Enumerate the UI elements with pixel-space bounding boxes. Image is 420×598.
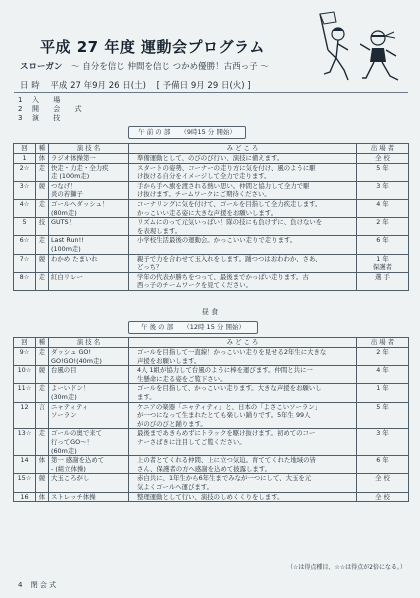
program-number: 6☆ (14, 236, 36, 254)
event-highlight (129, 163, 357, 181)
event-highlight (129, 236, 357, 254)
program-row (14, 348, 409, 366)
participants-line: 選 手 (375, 272, 390, 281)
event-highlight-line: 親子で力を合わせて玉入れをします。踊つつはおわわか、さあ、 (137, 254, 322, 263)
event-highlight-line: さん、保護者の方へ感謝を込めて披露します。 (137, 464, 272, 473)
event-name (49, 272, 129, 290)
event-highlight-line: どっち？ (137, 263, 163, 272)
participants-line: 6 年 (376, 236, 389, 245)
event-name-line: ラジオ体操第一 (51, 154, 96, 162)
event-highlight (129, 199, 357, 217)
morning-program-table (13, 143, 409, 291)
event-name (49, 402, 129, 429)
event-name-line: 第一 感謝を込めて (51, 456, 105, 465)
event-highlight (129, 456, 357, 474)
date-line (20, 79, 259, 91)
event-type: 走 (36, 163, 49, 181)
participants (357, 218, 409, 236)
event-highlight-line: がのびのびと踊ります。 (137, 419, 207, 428)
event-name-line: - (組立体操) (51, 464, 86, 473)
participants-line: 1 年 (376, 254, 389, 263)
program-row (14, 236, 409, 254)
participants (357, 348, 409, 366)
participants (357, 254, 409, 272)
date-label: 日 時 (20, 81, 40, 91)
event-name-line: わかめ たまいれ (51, 254, 98, 263)
event-highlight-line: 手から手へ旗を渡される熱い思い。仲間と協力して全力で駆 (137, 181, 310, 190)
event-type: 体 (36, 154, 49, 164)
participants-line: 全 校 (375, 154, 390, 162)
column-header: み ど こ ろ (129, 144, 357, 154)
closing-ceremony: 4 閉 会 式 (18, 581, 57, 589)
event-highlight (129, 384, 357, 402)
event-highlight-line: ケニアの楽器「ニャティティ」と、日本の「よさこいソーラン」 (137, 402, 322, 411)
participants (357, 236, 409, 254)
event-highlight-line: ます。 (137, 392, 156, 401)
participants-line: 4 年 (376, 366, 389, 375)
event-highlight (129, 254, 357, 272)
event-name (49, 181, 129, 199)
event-highlight-line: 赤白共に、1年生から6年生までみなが一つにして、大玉を元 (137, 474, 312, 483)
event-highlight-line: 整理運動として行い、演技のしめくくりをします。 (137, 492, 284, 501)
event-name-line: ゴールへダッシュ！ (51, 199, 109, 208)
slogan-label: スローガン (20, 62, 63, 72)
program-row (14, 456, 409, 474)
program-row (14, 384, 409, 402)
event-highlight (129, 429, 357, 456)
program-number: 13☆ (14, 429, 36, 456)
event-name-line: ストレッチ体操 (51, 492, 96, 501)
event-highlight-line: 西っ子のチームワークを見てください。 (137, 281, 253, 290)
program-number: 8☆ (14, 272, 36, 290)
participants-line: 2 年 (376, 218, 389, 227)
page-title: 平成 27 年度 運動会プログラム (40, 38, 265, 56)
event-name (49, 348, 129, 366)
participants (357, 384, 409, 402)
program-row (14, 254, 409, 272)
event-highlight-line: ナーさばきに注目してご覧ください。 (137, 437, 246, 446)
participants (357, 272, 409, 290)
participants (357, 492, 409, 502)
program-row (14, 474, 409, 492)
event-name-line: (60m走) (51, 446, 77, 455)
program-row (14, 366, 409, 384)
event-name-line: GO!GO!(40m走) (51, 356, 102, 365)
participants (357, 429, 409, 456)
event-name (49, 492, 129, 502)
event-type: 走 (36, 429, 49, 456)
event-highlight-line: ゴールを目指して、かっこいい走ります。大きな声援をお願いし (137, 384, 322, 393)
event-highlight-line: スタートの姿勢、コーナーの走り方に気を付け、風のように駆 (137, 163, 316, 172)
program-number: 4☆ (14, 199, 36, 217)
event-name-line: 紅白リレー (51, 272, 83, 281)
event-type: 走 (36, 272, 49, 290)
morning-session-heading: 午 前 の 部 （9時15 分 開始） (128, 126, 246, 139)
participants-line: 5 年 (376, 163, 389, 172)
column-header: 回 (14, 338, 36, 348)
event-name (49, 384, 129, 402)
program-row (14, 272, 409, 290)
event-name (49, 218, 129, 236)
program-row (14, 163, 409, 181)
event-type: 走 (36, 199, 49, 217)
event-highlight-line: を表現します。 (137, 226, 182, 235)
event-name-line: 走 (100m走) (51, 172, 90, 181)
header-divider (14, 92, 408, 93)
participants-line: 全 校 (375, 474, 390, 483)
participants (357, 199, 409, 217)
event-date: 平成 27 年9月 26 日(土) (50, 81, 146, 91)
event-highlight-line: かっこいい走る姿に大きな声援をお願いします。 (137, 208, 278, 217)
column-header: 回 (14, 144, 36, 154)
column-header: 演 技 名 (49, 144, 129, 154)
backup-date: [ 予備日 9月 29 日(火) ] (156, 81, 251, 91)
event-highlight (129, 348, 357, 366)
lunch-break: 昼 食 (201, 308, 219, 316)
event-name (49, 254, 129, 272)
participants (357, 154, 409, 164)
participants-line: 5 年 (376, 402, 389, 411)
event-type: 走 (36, 384, 49, 402)
program-row (14, 199, 409, 217)
program-number: 12 (14, 402, 36, 429)
event-name (49, 236, 129, 254)
event-highlight-line: け抜けます。チームワークにご期待ください。 (137, 190, 271, 199)
event-name-line: 快走・力走・全力疾 (51, 163, 109, 172)
event-name (49, 154, 129, 164)
opening-item: 3 演 技 (18, 114, 67, 122)
slogan-text: ～ 自分を信じ 仲間を信じ つかめ優勝！古西っ子 ～ (71, 62, 269, 72)
table-header-row (14, 144, 409, 154)
event-type: 体 (36, 456, 49, 474)
participants (357, 402, 409, 429)
event-type: 競 (36, 254, 49, 272)
event-highlight-line: 気よくゴールへ運びます。 (137, 482, 214, 491)
event-name-line: 大玉ころがし (51, 474, 90, 483)
event-highlight-line: 準備運動として、のびのび行い、演技に備えます。 (137, 154, 284, 162)
event-name-line: (30m走) (51, 392, 77, 401)
participants-line: 3 年 (376, 429, 389, 438)
event-name-line: つなげ！ (51, 181, 77, 190)
event-highlight (129, 474, 357, 492)
opening-item: 2 開 会 式 (18, 105, 88, 113)
program-number: 14 (14, 456, 36, 474)
event-highlight (129, 366, 357, 384)
event-type: 競 (36, 181, 49, 199)
event-highlight-line: 上の者とてくれる仲間、上に立つ気迫。育ててくれた地域の皆 (137, 456, 316, 465)
runner-with-flag-icon (318, 10, 352, 88)
event-type: 競 (36, 366, 49, 384)
event-highlight-line: 生懸命に走る姿をご覧下さい。 (137, 374, 227, 383)
event-name (49, 429, 129, 456)
table-header-row (14, 338, 409, 348)
event-name-line: ダッシュ GO! (51, 348, 92, 356)
program-number: 10☆ (14, 366, 36, 384)
participants-line: 全 校 (375, 492, 390, 501)
event-highlight-line: 最後まであきらめずにトラックを駆け抜けます。初めてのコー (137, 429, 316, 438)
event-highlight (129, 181, 357, 199)
event-highlight-line: 4人 1組が協力して台風のように棒を運びます。仲間と共に一 (137, 366, 313, 375)
column-header: 種 (36, 338, 49, 348)
participants-line: 3 年 (376, 181, 389, 190)
event-type: 体 (36, 492, 49, 502)
event-highlight (129, 154, 357, 164)
program-number: 3☆ (14, 181, 36, 199)
program-number: 5 (14, 218, 36, 236)
program-row (14, 492, 409, 502)
event-name-line: GUTS！ (51, 218, 75, 227)
event-type: 言 (36, 402, 49, 429)
participants-line: 1 年 (376, 384, 389, 393)
event-name-line: Last Run!! (51, 236, 84, 245)
event-highlight-line: リズムにのって元気いっぱい！隊の技にも負けずに、負けないを (137, 218, 323, 227)
program-number: 11☆ (14, 384, 36, 402)
participants (357, 163, 409, 181)
column-header: み ど こ ろ (129, 338, 357, 348)
program-row (14, 181, 409, 199)
event-type: 技 (36, 218, 49, 236)
event-highlight-line: が一つになって生まれたとても楽しい踊りです。5年生 99人 (137, 411, 311, 420)
opening-list (18, 96, 87, 123)
participants (357, 474, 409, 492)
event-name (49, 474, 129, 492)
participants (357, 456, 409, 474)
participants-line: 6 年 (376, 456, 389, 465)
participants (357, 181, 409, 199)
event-name-line: (100m走) (51, 244, 81, 253)
event-highlight (129, 402, 357, 429)
event-highlight-line: ゴールを目指して一直線！かっこいい走りを見せる2年生に大きな (137, 348, 327, 356)
column-header: 演 技 名 (49, 338, 129, 348)
program-row (14, 429, 409, 456)
event-highlight-line: 学年の代表が勝ちをつって、最後までかっぱい走ります。古 (137, 272, 309, 281)
program-number: 1 (14, 154, 36, 164)
participants-line: 2 年 (376, 348, 389, 356)
event-type: 競 (36, 474, 49, 492)
event-name-line: ゴールの奥で来て (51, 429, 102, 438)
event-highlight (129, 492, 357, 502)
afternoon-session-heading: 午 後 の 部 （12時 15 分 開始） (128, 321, 258, 334)
event-name-line: 炎の若獅子 (51, 190, 83, 199)
event-name (49, 456, 129, 474)
event-highlight-line: 小学校生活最後の運動会。かっこいい走りで走ります。 (137, 236, 297, 245)
column-header: 出 場 者 (357, 338, 409, 348)
event-highlight-line: コーナリングに気を付けて、ゴールを目指して全力疾走します。 (137, 199, 322, 208)
program-number: 7☆ (14, 254, 36, 272)
program-number: 2☆ (14, 163, 36, 181)
participants-line: 4 年 (376, 199, 389, 208)
event-name-line: 台風の目 (51, 366, 77, 375)
event-name-line: 行ってGO～！ (51, 437, 93, 446)
event-name-line: ソーラン (51, 411, 77, 420)
column-header: 出 場 者 (357, 144, 409, 154)
program-row (14, 402, 409, 429)
program-number: 16 (14, 492, 36, 502)
opening-item: 1 入 場 (18, 96, 67, 104)
participants-line: 保護者 (372, 263, 393, 272)
event-type: 走 (36, 236, 49, 254)
program-number: 9☆ (14, 348, 36, 366)
event-name-line: よーいドン！ (51, 384, 90, 393)
event-name-line: (80m走) (51, 208, 77, 217)
event-highlight (129, 272, 357, 290)
event-name (49, 199, 129, 217)
afternoon-program-table (13, 337, 409, 502)
program-row (14, 218, 409, 236)
program-number: 15☆ (14, 474, 36, 492)
event-name (49, 163, 129, 181)
participants (357, 366, 409, 384)
event-name (49, 366, 129, 384)
event-type: 走 (36, 348, 49, 366)
event-highlight-line: 声援をお願いします。 (137, 356, 201, 365)
program-row (14, 154, 409, 164)
event-name-line: ニャティティ (51, 402, 89, 411)
event-highlight (129, 218, 357, 236)
slogan (20, 60, 269, 72)
column-header: 種 (36, 144, 49, 154)
runner-with-hachimaki-icon (360, 26, 404, 96)
event-highlight-line: け抜ける自分をイメージして全力で走ります。 (137, 172, 271, 181)
scoring-note: （☆は得点種目、☆☆は得点が2倍になる。） (287, 564, 406, 571)
